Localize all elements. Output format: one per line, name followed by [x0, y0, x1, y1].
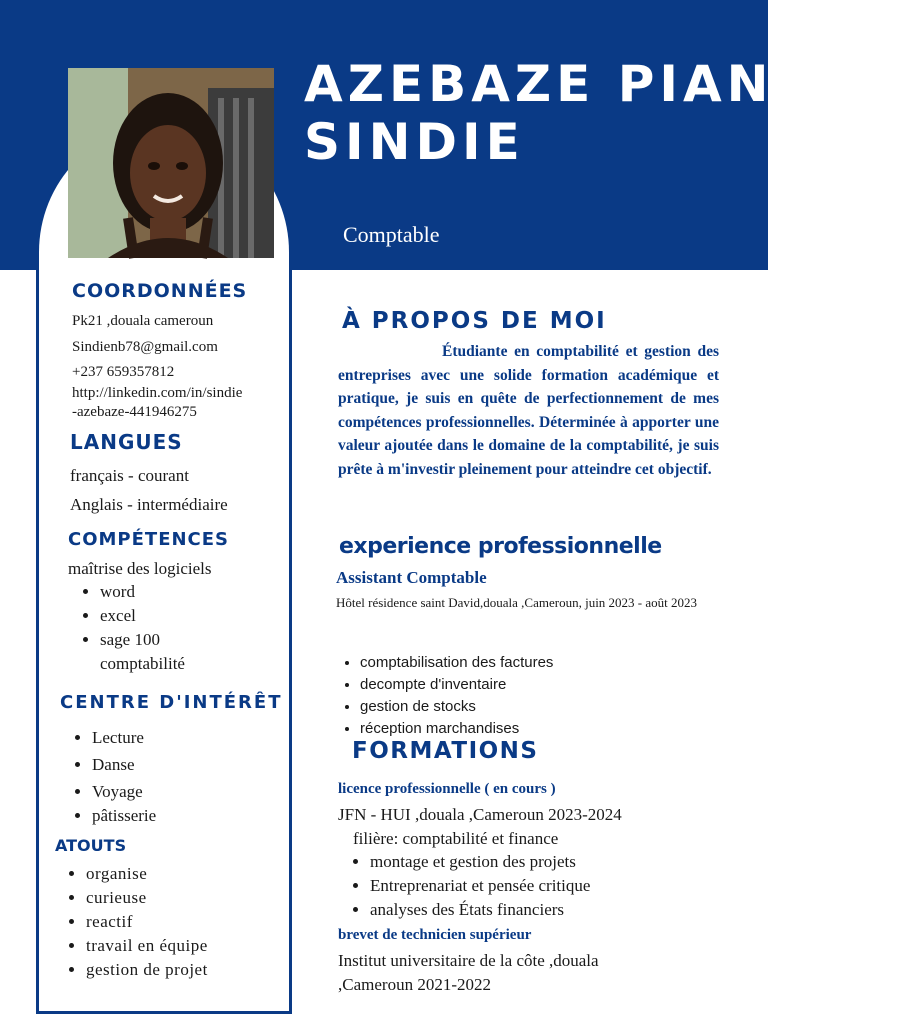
skills-list: [80, 580, 185, 676]
experience-place: Hôtel résidence saint David,douala ,Cameroun, juin 2023 - août 2023: [336, 595, 698, 610]
portrait-icon: [68, 68, 274, 258]
list-item: • réception marchandises: [360, 718, 553, 740]
linkedin-link-line-1[interactable]: http://linkedin.com/in/sindie: [72, 385, 243, 401]
list-item: • sage 100: [100, 628, 185, 652]
list-item: • Lecture: [92, 724, 156, 751]
about-text: Étudiante en comptabilité et gestion des entreprises avec une solide formation académique et pratique, je suis en quête de perfectionnement de mes compétences professionnelles. Déterminée à apporter une valeur ajoutée dans le domaine de la comptabilité, je suis prête à m'investir pleinement pour atteindre cet objectif.: [338, 343, 719, 478]
list-item: • decompte d'inventaire: [360, 674, 553, 696]
list-item: • pâtisserie: [92, 805, 156, 827]
experience-heading: experience professionnelle: [339, 534, 662, 559]
list-item: • reactif: [86, 910, 208, 934]
phone-text: +237 659357812: [72, 364, 175, 380]
language-item: français - courant: [70, 466, 189, 485]
list-item: comptabilité: [100, 654, 185, 673]
assets-list: [66, 862, 208, 982]
linkedin-link-line-2[interactable]: -azebaze-441946275: [72, 404, 197, 420]
address-text: Pk21 ,douala cameroun: [72, 313, 214, 329]
school-2-line-2: ,Cameroun 2021-2022: [338, 975, 491, 994]
degree-2: brevet de technicien supérieur: [338, 927, 532, 943]
languages-heading: LANGUES: [70, 430, 183, 454]
name-line-1: AZEBAZE PIANKEU: [304, 55, 902, 113]
course-list: [350, 850, 590, 922]
list-item: • Voyage: [92, 778, 156, 805]
name-line-2: SINDIE: [304, 113, 525, 171]
list-item: • gestion de stocks: [360, 696, 553, 718]
interests-list: [72, 724, 156, 827]
profile-photo: [68, 68, 274, 258]
experience-tasks: [338, 652, 553, 740]
list-item: • montage et gestion des projets: [370, 850, 590, 874]
language-item: Anglais - intermédiaire: [70, 495, 228, 514]
experience-role: Assistant Comptable: [336, 568, 487, 587]
list-item: • word: [100, 580, 185, 604]
school-2-line-1: Institut universitaire de la côte ,douala: [338, 951, 599, 970]
skills-intro: maîtrise des logiciels: [68, 559, 212, 578]
list-item: • analyses des États financiers: [370, 898, 590, 922]
education-heading: FORMATIONS: [352, 738, 539, 764]
list-item: • organise: [86, 862, 208, 886]
list-item: • gestion de projet: [86, 958, 208, 982]
list-item: • Entreprenariat et pensée critique: [370, 874, 590, 898]
assets-heading: ATOUTS: [55, 836, 127, 855]
school-1: JFN - HUI ,douala ,Cameroun 2023-2024: [338, 805, 622, 824]
list-item: • curieuse: [86, 886, 208, 910]
list-item: • excel: [100, 604, 185, 628]
interests-heading: CENTRE D'INTÉRÊT: [60, 692, 283, 713]
contact-heading: COORDONNÉES: [72, 280, 248, 302]
skills-heading: COMPÉTENCES: [68, 529, 230, 550]
email-link[interactable]: Sindienb78@gmail.com: [72, 339, 218, 355]
list-item: • comptabilisation des factures: [360, 652, 553, 674]
degree-1: licence professionnelle ( en cours ): [338, 781, 556, 797]
job-title: Comptable: [343, 222, 440, 247]
list-item: • Danse: [92, 751, 156, 778]
list-item: • travail en équipe: [86, 934, 208, 958]
field-1: filière: comptabilité et finance: [353, 829, 559, 848]
about-heading: À PROPOS DE MOI: [342, 308, 607, 334]
